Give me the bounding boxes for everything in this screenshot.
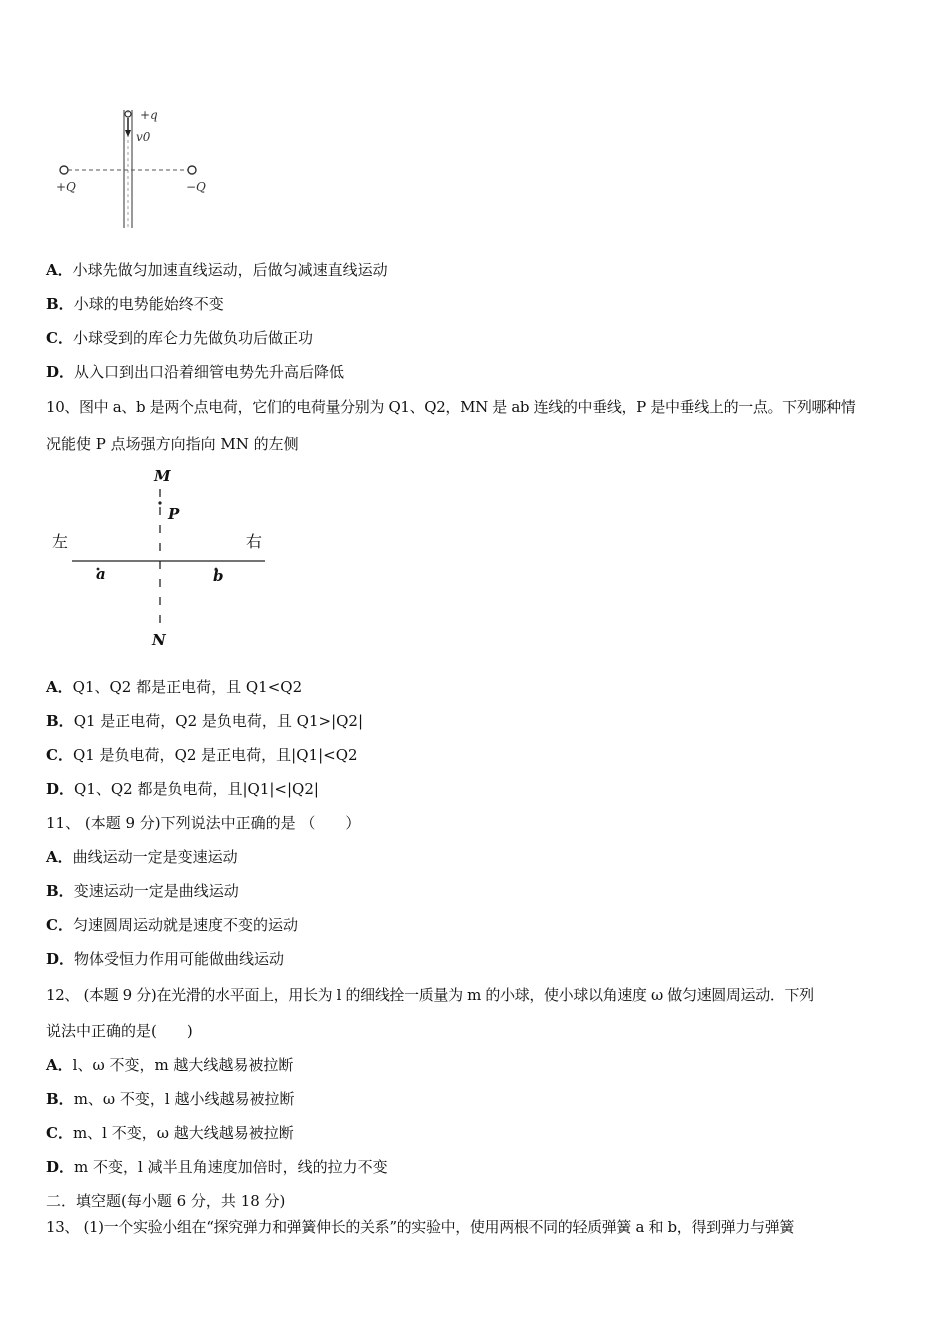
velocity-arrowhead	[125, 130, 131, 137]
option-text: 曲线运动一定是变速运动	[72, 848, 238, 866]
q12-option-b	[46, 1089, 294, 1109]
option-letter: C．	[46, 746, 73, 764]
label-v0: v0	[136, 130, 151, 144]
q11-option-a	[46, 847, 238, 867]
q9-option-a	[46, 260, 388, 280]
option-text: Q1、Q2 都是负电荷，且|Q1|<|Q2|	[74, 780, 319, 798]
label-N: N	[152, 631, 166, 649]
label-M: M	[154, 467, 171, 485]
section-title: 二．填空题(每小题 6 分，共 18 分)	[46, 1192, 286, 1210]
q12-stem-line2: 说法中正确的是( )	[46, 1022, 193, 1040]
option-letter: D．	[46, 950, 75, 968]
option-text: m、l 不变，ω 越大线越易被拉断	[72, 1124, 294, 1142]
q12-option-d	[46, 1157, 388, 1177]
option-text: 小球受到的库仑力先做负功后做正功	[72, 329, 313, 347]
option-text: 小球的电势能始终不变	[73, 295, 224, 313]
q11-stem: 11、 (本题 9 分)下列说法中正确的是 （ ）	[46, 814, 361, 832]
q9-option-d	[46, 362, 344, 382]
q11-option-c	[46, 915, 298, 935]
label-minus-Q: −Q	[186, 180, 206, 194]
q10-stem-line1: 10、图中 a、b 是两个点电荷，它们的电荷量分别为 Q1、Q2，MN 是 ab 连线的中垂线，P 是中垂线上的一点。下列哪种情	[46, 398, 856, 416]
q12-option-c	[46, 1123, 294, 1143]
option-letter: A．	[46, 1056, 73, 1074]
option-letter: A．	[46, 848, 73, 866]
q10-stem-line2: 况能使 P 点场强方向指向 MN 的左侧	[46, 435, 299, 453]
point-p	[158, 501, 161, 504]
option-text: Q1、Q2 都是正电荷，且 Q1<Q2	[72, 678, 303, 696]
q10-option-a	[46, 677, 302, 697]
option-text: 小球先做匀加速直线运动，后做匀减速直线运动	[72, 261, 388, 279]
q9-option-b	[46, 294, 224, 314]
option-text: 变速运动一定是曲线运动	[73, 882, 239, 900]
option-letter: B．	[46, 295, 74, 313]
option-text: Q1 是负电荷，Q2 是正电荷，且|Q1|<Q2	[72, 746, 358, 764]
figure-tube-charges	[50, 100, 230, 235]
option-text: l、ω 不变，m 越大线越易被拉断	[72, 1056, 294, 1074]
q10-option-c	[46, 745, 358, 765]
positive-charge	[60, 166, 68, 174]
label-right: 右	[246, 532, 263, 551]
option-text: 匀速圆周运动就是速度不变的运动	[72, 916, 298, 934]
q12-option-a	[46, 1055, 293, 1075]
option-letter: C．	[46, 916, 73, 934]
label-P: P	[168, 505, 180, 523]
negative-charge	[188, 166, 196, 174]
q10-option-d	[46, 779, 319, 799]
option-letter: D．	[46, 1158, 75, 1176]
option-letter: D．	[46, 363, 75, 381]
figure-perpendicular-bisector	[50, 465, 280, 655]
label-left: 左	[52, 532, 69, 551]
label-plus-Q: +Q	[56, 180, 76, 194]
option-letter: A．	[46, 261, 73, 279]
q12-stem-line1: 12、 (本题 9 分)在光滑的水平面上，用长为 l 的细线拴一质量为 m 的小球，使小球以角速度 ω 做匀速圆周运动．下列	[46, 986, 814, 1004]
option-text: 从入口到出口沿着细管电势先升高后降低	[74, 363, 345, 381]
label-b: b	[213, 567, 224, 585]
option-letter: B．	[46, 882, 74, 900]
option-letter: A．	[46, 678, 73, 696]
option-text: m、ω 不变，l 越小线越易被拉断	[73, 1090, 295, 1108]
q11-option-b	[46, 881, 239, 901]
option-letter: C．	[46, 1124, 73, 1142]
option-text: m 不变，l 减半且角速度加倍时，线的拉力不变	[74, 1158, 388, 1176]
option-letter: B．	[46, 712, 74, 730]
option-letter: B．	[46, 1090, 74, 1108]
option-letter: C．	[46, 329, 73, 347]
label-plus-q: +q	[140, 108, 158, 122]
q13-stem-line1: 13、 (1)一个实验小组在“探究弹力和弹簧伸长的关系”的实验中，使用两根不同的轻质弹簧 a 和 b，得到弹力与弹簧	[46, 1218, 794, 1236]
bisector-diagram	[50, 465, 280, 655]
q9-option-c	[46, 328, 313, 348]
option-text: Q1 是正电荷，Q2 是负电荷，且 Q1>|Q2|	[73, 712, 364, 730]
q10-option-b	[46, 711, 363, 731]
label-a: a	[96, 565, 106, 583]
option-text: 物体受恒力作用可能做曲线运动	[74, 950, 285, 968]
q11-option-d	[46, 949, 284, 969]
option-letter: D．	[46, 780, 75, 798]
